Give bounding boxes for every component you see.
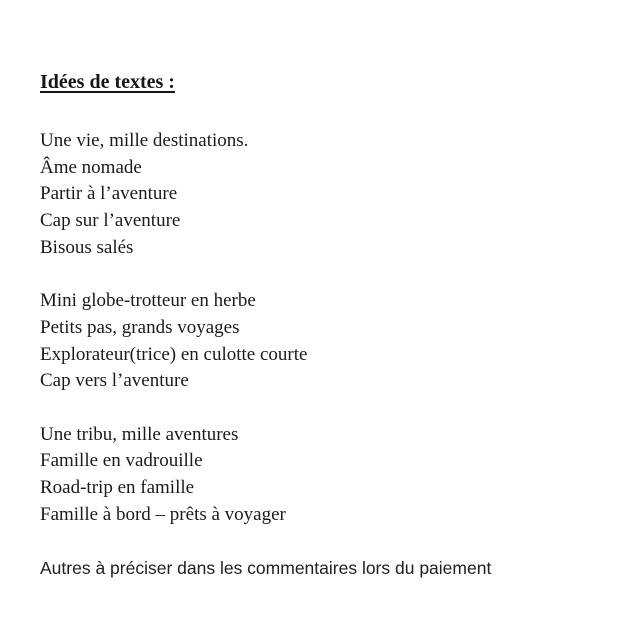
text-idea-line: Famille à bord – prêts à voyager bbox=[40, 503, 286, 525]
text-idea-line: Partir à l’aventure bbox=[40, 183, 178, 205]
text-ideas-group-1 bbox=[40, 128, 610, 262]
footer-note: Autres à préciser dans les commentaires lors du paiement bbox=[40, 558, 492, 579]
text-idea-line: Âme nomade bbox=[40, 156, 142, 178]
text-ideas-group-2 bbox=[40, 288, 610, 395]
text-idea-line: Mini globe-trotteur en herbe bbox=[40, 290, 256, 312]
text-idea-line: Une vie, mille destinations. bbox=[40, 130, 249, 151]
text-idea-line: Famille en vadrouille bbox=[40, 450, 203, 472]
document-title: Idées de textes : bbox=[40, 71, 175, 93]
text-idea-line: Road-trip en famille bbox=[40, 477, 195, 499]
text-idea-line: Explorateur(trice) en culotte courte bbox=[40, 343, 308, 365]
text-ideas-group-3 bbox=[40, 422, 610, 529]
text-idea-line: Une tribu, mille aventures bbox=[40, 423, 239, 445]
text-idea-line: Petits pas, grands voyages bbox=[40, 316, 240, 338]
text-idea-line: Cap sur l’aventure bbox=[40, 210, 181, 232]
text-idea-line: Bisous salés bbox=[40, 236, 134, 258]
text-idea-line: Cap vers l’aventure bbox=[40, 370, 189, 392]
